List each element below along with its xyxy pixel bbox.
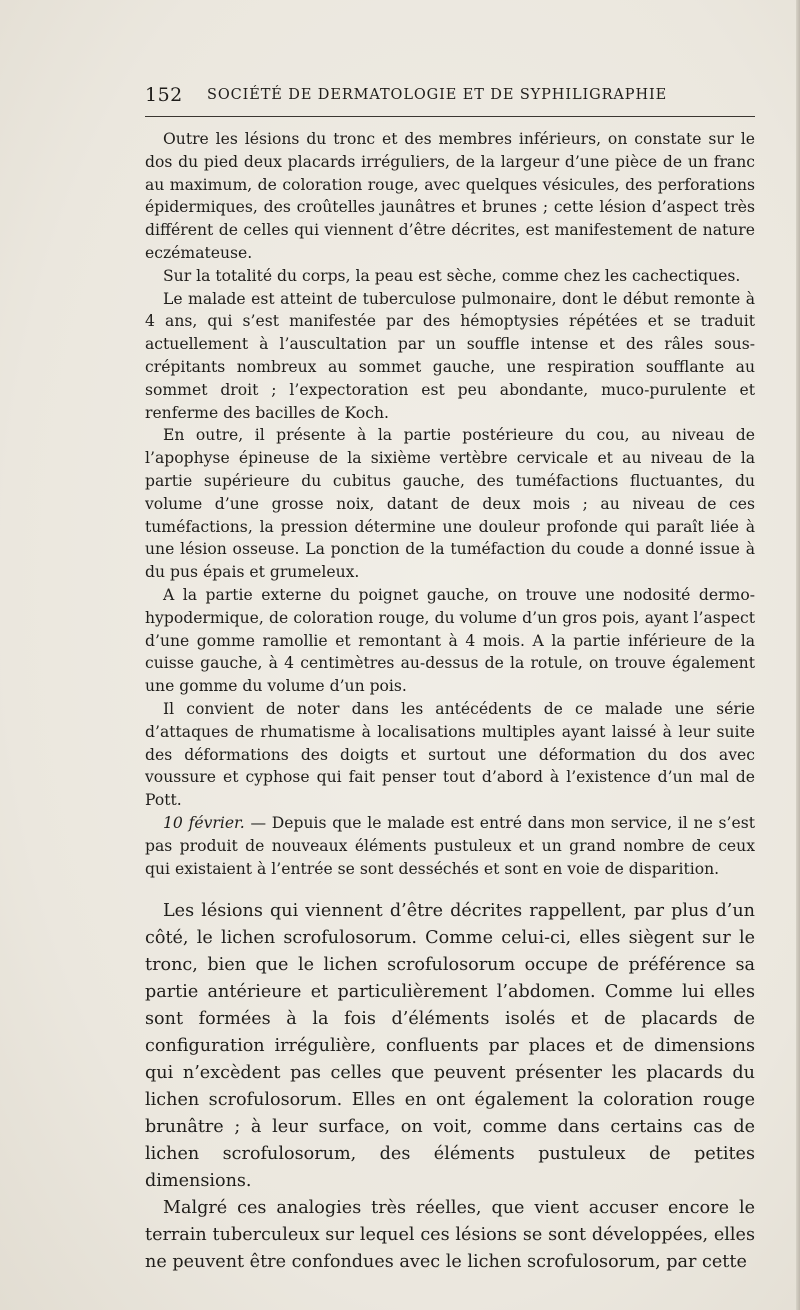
paragraph-rheumatism: Il convient de noter dans les antécédents de ce malade une série d’attaques de rhumatisme à localisations multiples ayant laissé à leur suite des déformations des doigts et surtout une déformation du dos avec voussure et cyphose qui fait penser tout d’abord à l’existence d’un mal de Pott. <box>145 699 755 810</box>
page-number: 152 <box>145 84 183 106</box>
page-body <box>145 128 755 1276</box>
paragraph-dry-skin: Sur la totalité du corps, la peau est sèche, comme chez les cachectiques. <box>163 266 741 285</box>
page-edge <box>796 0 800 1310</box>
page-header <box>145 84 755 108</box>
discussion <box>145 898 755 1276</box>
date-label: 10 février. <box>163 813 245 832</box>
paragraph-comparison: Les lésions qui viennent d’être décrites rappellent, par plus d’un côté, le lichen scrofulosorum. Comme celui-ci, elles siègent sur le tronc, bien que le lichen scrofulosorum occupe de préférence sa partie antérieure et particulièrement l’abdomen. Comme lui elles sont formées à la fois d’éléments isolés et de placards de configuration irrégulière, confluents par places et de dimensions qui n’excèdent pas celles que peuvent présenter les placards du lichen scrofulosorum. Elles en ont également la coloration rouge brunâtre ; à leur surface, on voit, comme dans certains cas de lichen scrofulosorum, des éléments pustuleux de petites dimensions. <box>145 901 755 1192</box>
paragraph-tuberculosis: Le malade est atteint de tuberculose pulmonaire, dont le début remonte à 4 ans, qui s’est manifestée par des hémoptysies répétées et se traduit actuellement à l’auscultation par un souffle intense et des râles sous-crépitants nombreux au sommet gauche, une respiration soufflante au sommet droit ; l’expectoration est peu abondante, muco-purulente et renferme des bacilles de Koch. <box>145 289 755 422</box>
paragraph-swellings: En outre, il présente à la partie postérieure du cou, au niveau de l’apophyse épineuse de la sixième vertèbre cervicale et au niveau de la partie supérieure du cubitus gauche, des tuméfactions fluctuantes, du volume d’une grosse noix, datant de deux mois ; au niveau de ces tuméfactions, la pression détermine une douleur profonde qui paraît liée à une lésion osseuse. La ponction de la tuméfaction du coude a donné issue à du pus épais et grumeleux. <box>145 426 755 582</box>
running-head: SOCIÉTÉ DE DERMATOLOGIE ET DE SYPHILIGRAPHIE <box>207 87 668 103</box>
paragraph-nodosity: A la partie externe du poignet gauche, on trouve une nodosité dermo-hypodermique, de coloration rouge, du volume d’un gros pois, ayant l’aspect d’une gomme ramollie et remontant à 4 mois. A la partie inférieure de la cuisse gauche, à 4 centimètres au-dessus de la rotule, on trouve également une gomme du volume d’un pois. <box>145 585 755 696</box>
paragraph-lesions-feet: Outre les lésions du tronc et des membres inférieurs, on constate sur le dos du pied deux placards irréguliers, de la largeur d’une pièce de un franc au maximum, de coloration rouge, avec quelques vésicules, des perforations épidermiques, des croûtelles jaunâtres et brunes ; cette lésion d’aspect très différent de celles qui viennent d’être décrites, est manifestement de nature eczémateuse. <box>145 130 755 262</box>
header-rule <box>145 116 755 117</box>
dated-text: — Depuis que le malade est entré dans mon service, il ne s’est pas produit de nouveaux éléments pustuleux et un grand nombre de ceux qui existaient à l’entrée se sont desséchés et sont en voie de disparition. <box>145 813 755 878</box>
paragraph-analogies: Malgré ces analogies très réelles, que vient accuser encore le terrain tuberculeux sur lequel ces lésions se sont développées, elles ne peuvent être confondues avec le lichen scrofulosorum, par cette <box>145 1198 755 1273</box>
paragraph-dated <box>145 812 755 880</box>
case-report <box>145 128 755 880</box>
